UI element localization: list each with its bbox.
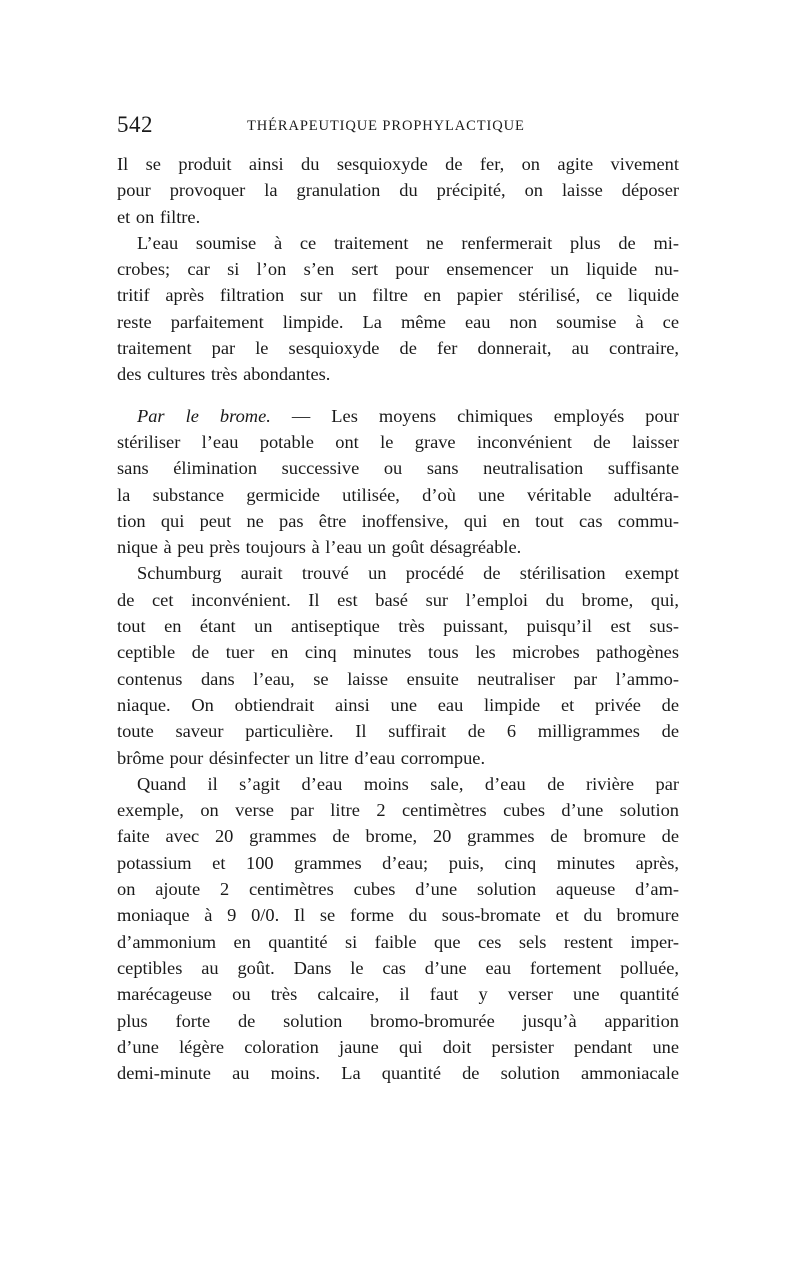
text-line: tion qui peut ne pas être inoffensive, qui en tout cas commu- [117, 510, 679, 531]
text-fragment: — Les moyens chimiques employés pour [270, 405, 679, 426]
running-title: THÉRAPEUTIQUE PROPHYLACTIQUE [247, 118, 525, 134]
text-line: d’une légère coloration jaune qui doit persister pendant une [117, 1036, 679, 1057]
text-line: brôme pour désinfecter un litre d’eau corrompue. [117, 747, 486, 768]
text-line: reste parfaitement limpide. La même eau non soumise à ce [117, 311, 679, 332]
text-line: stériliser l’eau potable ont le grave inconvénient de laisser [117, 431, 679, 452]
text-line: nique à peu près toujours à l’eau un goût désagréable. [117, 537, 522, 558]
text-line: tritif après filtration sur un filtre en papier stérilisé, ce liquide [117, 285, 679, 306]
text-line: L’eau soumise à ce traitement ne renfermerait plus de mi- [137, 232, 679, 253]
page-body [117, 151, 679, 1086]
text-line: et on filtre. [117, 206, 201, 227]
text-line: potassium et 100 grammes d’eau; puis, cinq minutes après, [117, 852, 679, 873]
text-line: exemple, on verse par litre 2 centimètres cubes d’une solution [117, 800, 679, 821]
text-line: plus forte de solution bromo-bromurée jusqu’à apparition [117, 1010, 679, 1031]
text-line: ceptible de tuer en cinq minutes tous les microbes pathogènes [117, 642, 679, 663]
text-line: Il se produit ainsi du sesquioxyde de fer, on agite vivement [117, 154, 679, 174]
text-line: marécageuse ou très calcaire, il faut y verser une quantité [117, 984, 679, 1005]
text-line: crobes; car si l’on s’en sert pour ensemencer un liquide nu- [117, 259, 679, 280]
text-line: Quand il s’agit d’eau moins sale, d’eau de rivière par [137, 773, 679, 794]
text-line: des cultures très abondantes. [117, 364, 331, 385]
text-line: traitement par le sesquioxyde de fer donnerait, au contraire, [117, 338, 679, 359]
paragraph-1 [117, 151, 679, 230]
text-line: moniaque à 9 0/0. Il se forme du sous-bromate et du bromure [117, 905, 679, 926]
text-line: tout en étant un antiseptique très puissant, puisqu’il est sus- [117, 616, 679, 637]
text-line: Schumburg aurait trouvé un procédé de stérilisation exempt [137, 563, 679, 584]
page-header [117, 112, 679, 142]
text-line: pour provoquer la granulation du précipité, on laisse déposer [117, 180, 679, 201]
text-line: contenus dans l’eau, se laisse ensuite neutraliser par l’ammo- [117, 668, 679, 689]
text-line: toute saveur particulière. Il suffirait de 6 milligrammes de [117, 721, 679, 742]
text-line: niaque. On obtiendrait ainsi une eau limpide et privée de [117, 694, 679, 715]
text-line: de cet inconvénient. Il est basé sur l’emploi du brome, qui, [117, 589, 679, 610]
paragraph-4 [117, 560, 679, 770]
section-heading: Par le brome. [137, 405, 271, 426]
text-line: faite avec 20 grammes de brome, 20 grammes de bromure de [117, 826, 679, 847]
paragraph-2 [117, 230, 679, 388]
text-line: on ajoute 2 centimètres cubes d’une solution aqueuse d’am- [117, 879, 679, 900]
text-line: sans élimination successive ou sans neutralisation suffisante [117, 458, 679, 479]
text-line: demi-minute au moins. La quantité de solution ammoniacale [117, 1063, 679, 1084]
page-number: 542 [117, 112, 153, 137]
paragraph-5 [117, 771, 679, 1087]
paragraph-3 [117, 403, 679, 561]
text-line: la substance germicide utilisée, d’où une véritable adultéra- [117, 484, 679, 505]
text-line: ceptibles au goût. Dans le cas d’une eau fortement polluée, [117, 957, 679, 978]
text-line [117, 403, 679, 429]
text-line: d’ammonium en quantité si faible que ces sels restent imper- [117, 931, 679, 952]
